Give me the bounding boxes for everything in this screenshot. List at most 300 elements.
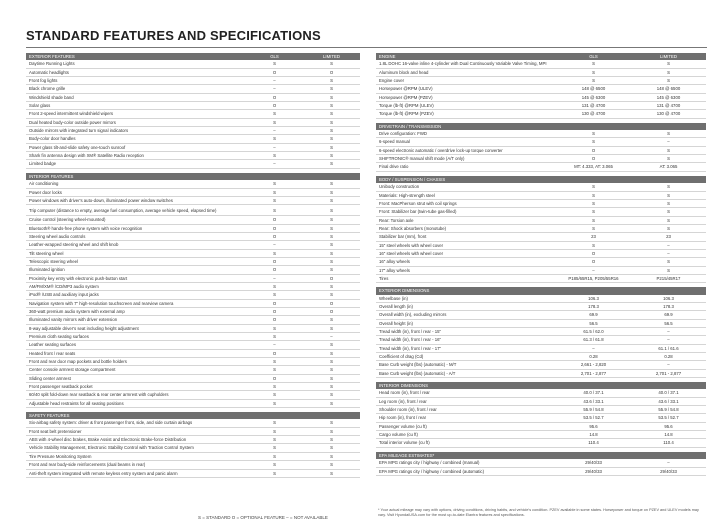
limited-value: S [631,191,706,199]
legend: S = STANDARD O = OPTIONAL FEATURE – = NOT AVAILABLE [198,515,328,520]
column-header-limited [631,287,706,294]
spec-row [26,324,360,332]
spec-row [26,341,360,349]
gls-value: S [246,366,303,374]
limited-value: S [631,60,706,68]
limited-value: S [303,110,360,118]
feature-label: Automatic headlights [26,68,246,76]
limited-value: S [303,383,360,391]
section-title: ENGINE [376,53,556,60]
feature-label: Head room (in), front / rear [376,389,556,397]
spec-row [26,93,360,101]
feature-label: Trip computer (distance to empty, average fuel consumption, average vehicle speed, elapsed time) [26,205,246,216]
gls-value: S [556,138,631,146]
limited-value: S [303,461,360,469]
spec-row [26,205,360,216]
spec-row [26,469,360,477]
spec-row [376,85,706,93]
right-spec-column [376,53,706,476]
spec-row [376,328,706,336]
feature-label: Windshield shade band [26,93,246,101]
limited-value: S [303,216,360,224]
gls-value: 95.6 [556,422,631,430]
limited-value: – [631,336,706,344]
spec-row [26,316,360,324]
limited-value: S [631,77,706,85]
limited-value: 56.5 [631,319,706,327]
spec-row [376,361,706,369]
spec-row [26,68,360,76]
feature-label: Bluetooth® hands-free phone system with voice recognition [26,224,246,232]
limited-value: S [631,183,706,191]
limited-value: 23 [631,233,706,241]
spec-row [376,249,706,257]
limited-value: S [303,469,360,477]
limited-value: 61.1 / 61.6 [631,344,706,352]
feature-label: Center console armrest storage compartment [26,366,246,374]
limited-value: 40.0 / 37.1 [631,389,706,397]
spec-row [26,152,360,160]
gls-value: S [246,333,303,341]
feature-label: Vehicle Stability Management, Electronic Stability Control with Traction Control System [26,444,246,452]
feature-label: Tires [376,274,556,282]
limited-value: S [303,93,360,101]
feature-label: Drive configuration: FWD [376,130,556,138]
feature-label: Engine cover [376,77,556,85]
spec-row [26,77,360,85]
limited-value: S [303,205,360,216]
section-title: EXTERIOR DIMENSIONS [376,287,556,294]
gls-value: S [246,399,303,407]
limited-value: S [631,68,706,76]
gls-value: S [246,282,303,290]
gls-value: O [246,299,303,307]
limited-value: 55.9 / 54.8 [631,406,706,414]
gls-value: S [246,291,303,299]
limited-value: S [303,444,360,452]
limited-value: S [303,282,360,290]
spec-row [376,336,706,344]
limited-value: 0.28 [631,353,706,361]
spec-row [376,389,706,397]
feature-label: Unibody construction [376,183,556,191]
section-title: INTERIOR DIMENSIONS [376,382,556,389]
column-header-gls [556,382,631,389]
gls-value: MT: 4.333, AT: 3.065 [556,163,631,171]
gls-value: 43.6 / 33.1 [556,397,631,405]
limited-value: AT: 3.065 [631,163,706,171]
column-header-limited [631,452,706,459]
spec-row [26,436,360,444]
spec-row [376,130,706,138]
gls-value: S [556,68,631,76]
spec-row [376,295,706,303]
feature-label: 360-watt premium audio system with external amp [26,307,246,315]
feature-label: Front seat belt pretensioner [26,427,246,435]
feature-label: Leather seating surfaces [26,341,246,349]
column-header-gls [556,287,631,294]
feature-label: Power glass tilt-and-slide safety one-touch sunroof [26,143,246,151]
spec-row [26,349,360,357]
feature-label: Steering wheel audio controls [26,232,246,240]
feature-label: Black chrome grille [26,85,246,93]
gls-value: S [246,205,303,216]
feature-label: 1.8L DOHC 16-valve inline 4-cylinder with Dual Continuously Variable Valve Timing, MPI [376,60,556,68]
spec-row [376,77,706,85]
gls-value: S [246,452,303,460]
section-header [376,53,706,60]
feature-label: Passenger volume (cu ft) [376,422,556,430]
gls-value: 0.28 [556,353,631,361]
footnote: * Your actual mileage may vary with options, driving conditions, driving habits, and vehicle's condition. PZEV available in some states. Horsepower and torque on PZEV and ULEV models may vary. Visit HyundaiUSA.com for the most up-to-date Elantra features and specifications. [378,508,699,517]
section-header [376,382,706,389]
spec-row [26,180,360,188]
feature-label: Dual heated body-color outside power mirrors [26,118,246,126]
feature-label: Stabilizer bar (mm), front [376,233,556,241]
limited-value: S [631,130,706,138]
limited-value: S [303,324,360,332]
spec-row [376,155,706,163]
spec-row [26,307,360,315]
spec-row [376,369,706,377]
gls-value: O [246,257,303,265]
spec-row [26,110,360,118]
gls-value: O [246,232,303,240]
gls-value: – [246,127,303,135]
spec-row [376,431,706,439]
left-spec-table [26,53,360,478]
limited-value: S [303,152,360,160]
section-title: BODY / SUSPENSION / CHASSIS [376,176,556,183]
column-header-limited: LIMITED [631,53,706,60]
limited-value: O [303,274,360,282]
spec-row [376,459,706,467]
gls-value: – [246,274,303,282]
spec-row [376,302,706,310]
spec-row [376,191,706,199]
limited-value: 29/40/33 [631,467,706,475]
spec-row [376,422,706,430]
section-title: EXTERIOR FEATURES [26,53,246,60]
section-header [26,53,360,60]
spec-row [26,282,360,290]
limited-value: 178.3 [631,302,706,310]
feature-label: 16" alloy wheels [376,258,556,266]
limited-value: S [303,316,360,324]
gls-value: S [246,358,303,366]
feature-label: Daytime Running Lights [26,60,246,68]
limited-value: S [303,427,360,435]
limited-value: S [631,258,706,266]
limited-value: S [303,452,360,460]
feature-label: Rear: Torsion axle [376,216,556,224]
gls-value: S [246,60,303,68]
spec-row [376,414,706,422]
limited-value: S [303,180,360,188]
limited-value: S [631,266,706,274]
gls-value: P185/65R15, P205/55R16 [556,274,631,282]
feature-label: Illuminated ignition [26,266,246,274]
spec-row [26,85,360,93]
gls-value: S [556,224,631,232]
gls-value: O [246,224,303,232]
feature-label: Adjustable head restraints for all seating positions [26,399,246,407]
spec-row [376,68,706,76]
feature-label: Front and rear door map pockets and bottle holders [26,358,246,366]
feature-label: Front and rear body-side reinforcements (dual beams in rear) [26,461,246,469]
section-header [26,173,360,180]
feature-label: Front: Stabilizer bar (twin-tube gas-filled) [376,208,556,216]
feature-label: Coefficient of drag (Cd) [376,353,556,361]
limited-value: S [303,127,360,135]
gls-value: S [556,241,631,249]
feature-label: Shoulder room (in), front / rear [376,406,556,414]
gls-value: 178.3 [556,302,631,310]
feature-label: Illuminated vanity mirrors with driver extension [26,316,246,324]
gls-value: S [556,216,631,224]
feature-label: Shark fin antenna design with XM® Satellite Radio reception [26,152,246,160]
spec-row [26,419,360,427]
feature-label: Torque (lb-ft) @RPM (ULEV) [376,102,556,110]
gls-value: O [246,102,303,110]
gls-value: O [556,258,631,266]
spec-row [376,102,706,110]
gls-value: 106.3 [556,295,631,303]
gls-value: – [246,77,303,85]
gls-value: S [556,208,631,216]
title-divider [26,47,707,48]
gls-value: 55.9 / 54.8 [556,406,631,414]
limited-value: S [303,391,360,399]
spec-row [26,266,360,274]
spec-row [376,199,706,207]
gls-value: 130 @ 4700 [556,110,631,118]
column-header-limited [631,382,706,389]
gls-value: S [246,419,303,427]
column-header-limited [303,173,360,180]
gls-value: S [556,60,631,68]
spec-row [26,291,360,299]
spec-row [26,391,360,399]
limited-value: S [303,232,360,240]
limited-value: 43.6 / 33.1 [631,397,706,405]
feature-label: Sliding center armrest [26,374,246,382]
gls-value: 61.5 / 62.0 [556,328,631,336]
gls-value: 131 @ 4700 [556,102,631,110]
limited-value: 130 @ 4700 [631,110,706,118]
spec-row [376,406,706,414]
feature-label: Rear: Shock absorbers (monotube) [376,224,556,232]
limited-value: – [631,328,706,336]
spec-row [376,467,706,475]
limited-value: S [303,374,360,382]
limited-value: S [303,349,360,357]
limited-value: S [631,208,706,216]
feature-label: 16" steel wheels with wheel cover [376,249,556,257]
feature-label: Horsepower @RPM (ULEV) [376,85,556,93]
limited-value: O [303,307,360,315]
spec-row [26,143,360,151]
gls-value: 148 @ 6500 [556,85,631,93]
limited-value: S [303,135,360,143]
limited-value: S [303,257,360,265]
spec-row [26,135,360,143]
feature-label: Six-airbag safety system: driver & front passenger front, side, and side curtain airbags [26,419,246,427]
gls-value: 2,701 - 2,877 [556,369,631,377]
gls-value: – [556,266,631,274]
feature-label: 8-way adjustable driver's seat including height adjustment [26,324,246,332]
limited-value: S [303,143,360,151]
spec-row [26,257,360,265]
section-header [376,452,706,459]
feature-label: Outside mirrors with integrated turn signal indicators [26,127,246,135]
limited-value: S [303,358,360,366]
gls-value: S [246,188,303,196]
feature-label: Horsepower @RPM (PZEV) [376,93,556,101]
spec-row [376,241,706,249]
feature-label: Tilt steering wheel [26,249,246,257]
spec-row [376,266,706,274]
limited-value: S [303,266,360,274]
feature-label: Base Curb weight (lbs) (automatic) - M/T [376,361,556,369]
gls-value: S [246,469,303,477]
limited-value: 145 @ 6300 [631,93,706,101]
spec-row [376,163,706,171]
spec-row [376,258,706,266]
column-header-gls: GLS [246,53,303,60]
feature-label: Cargo volume (cu ft) [376,431,556,439]
feature-label: Materials: High-strength steel [376,191,556,199]
gls-value: S [246,118,303,126]
gls-value: – [246,85,303,93]
feature-label: Base Curb weight (lbs) (automatic) - A/T [376,369,556,377]
feature-label: Front 2-speed intermittent windshield wipers [26,110,246,118]
column-header-gls [556,123,631,130]
feature-label: Leather-wrapped steering wheel and shift knob [26,241,246,249]
gls-value: S [556,183,631,191]
gls-value: O [246,316,303,324]
spec-row [376,344,706,352]
section-header [26,412,360,419]
limited-value: S [303,341,360,349]
spec-row [376,233,706,241]
section-title: EPA MILEAGE ESTIMATES* [376,452,556,459]
limited-value: S [303,160,360,168]
limited-value: S [303,196,360,204]
spec-row [26,60,360,68]
gls-value: 69.9 [556,311,631,319]
limited-value: S [303,188,360,196]
feature-label: Heated front / rear seats [26,349,246,357]
limited-value: S [303,118,360,126]
section-title: INTERIOR FEATURES [26,173,246,180]
gls-value: 145 @ 6300 [556,93,631,101]
spec-row [376,138,706,146]
feature-label: AM/FM/XM® /CD/MP3 audio system [26,282,246,290]
spec-row [26,427,360,435]
spec-row [376,146,706,154]
limited-value: 69.9 [631,311,706,319]
page-title: STANDARD FEATURES AND SPECIFICATIONS [26,28,321,43]
spec-row [26,452,360,460]
spec-row [26,374,360,382]
feature-label: Wheelbase (in) [376,295,556,303]
spec-row [26,444,360,452]
limited-value: S [631,146,706,154]
feature-label: Limited badge [26,160,246,168]
limited-value: 106.3 [631,295,706,303]
feature-label: iPod® /USB and auxiliary input jacks [26,291,246,299]
gls-value: O [246,374,303,382]
feature-label: Tread width (in), front / rear - 15" [376,328,556,336]
gls-value: 56.5 [556,319,631,327]
spec-row [26,299,360,307]
feature-label: SHIFTRONIC® manual shift mode (A/T only) [376,155,556,163]
limited-value: 148 @ 6500 [631,85,706,93]
limited-value: – [303,333,360,341]
spec-row [26,366,360,374]
limited-value: 131 @ 4700 [631,102,706,110]
limited-value: 110.4 [631,439,706,447]
limited-value: S [303,102,360,110]
gls-value: S [246,383,303,391]
spec-row [376,183,706,191]
feature-label: Total interior volume (cu ft) [376,439,556,447]
gls-value: S [246,391,303,399]
spec-row [376,110,706,118]
feature-label: Overall height (in) [376,319,556,327]
limited-value: S [303,85,360,93]
gls-value: S [556,191,631,199]
column-header-gls [556,176,631,183]
spec-row [26,461,360,469]
spec-row [26,216,360,224]
gls-value: 2,661 - 2,820 [556,361,631,369]
gls-value: O [246,93,303,101]
feature-label: Proximity key entry with electronic push-button start [26,274,246,282]
limited-value: 2,701 - 2,877 [631,369,706,377]
spec-row [26,224,360,232]
spec-row [26,127,360,135]
gls-value: S [246,461,303,469]
feature-label: 60/40 split fold-down rear seatback & rear center armrest with cupholders [26,391,246,399]
feature-label: Tire Pressure Monitoring System [26,452,246,460]
limited-value: S [303,399,360,407]
spec-row [26,188,360,196]
limited-value: S [303,60,360,68]
feature-label: Torque (lb-ft) @RPM (PZEV) [376,110,556,118]
spec-row [26,232,360,240]
gls-value: 29/40/33 [556,459,631,467]
limited-value: S [631,199,706,207]
gls-value: – [246,241,303,249]
gls-value: 40.0 / 37.1 [556,389,631,397]
column-header-limited [631,123,706,130]
spec-row [376,224,706,232]
spec-row [26,399,360,407]
gls-value: O [246,68,303,76]
gls-value: – [246,341,303,349]
gls-value: S [246,324,303,332]
column-header-gls [246,412,303,419]
feature-label: Front passenger seatback pocket [26,383,246,391]
feature-label: Telescopic steering wheel [26,257,246,265]
feature-label: Power windows with driver's auto-down, illuminated power window switches [26,196,246,204]
gls-value: S [246,427,303,435]
limited-value: O [303,299,360,307]
feature-label: ABS with 4-wheel disc brakes, Brake Assist and Electronic Brake-force Distribution [26,436,246,444]
limited-value: 14.8 [631,431,706,439]
